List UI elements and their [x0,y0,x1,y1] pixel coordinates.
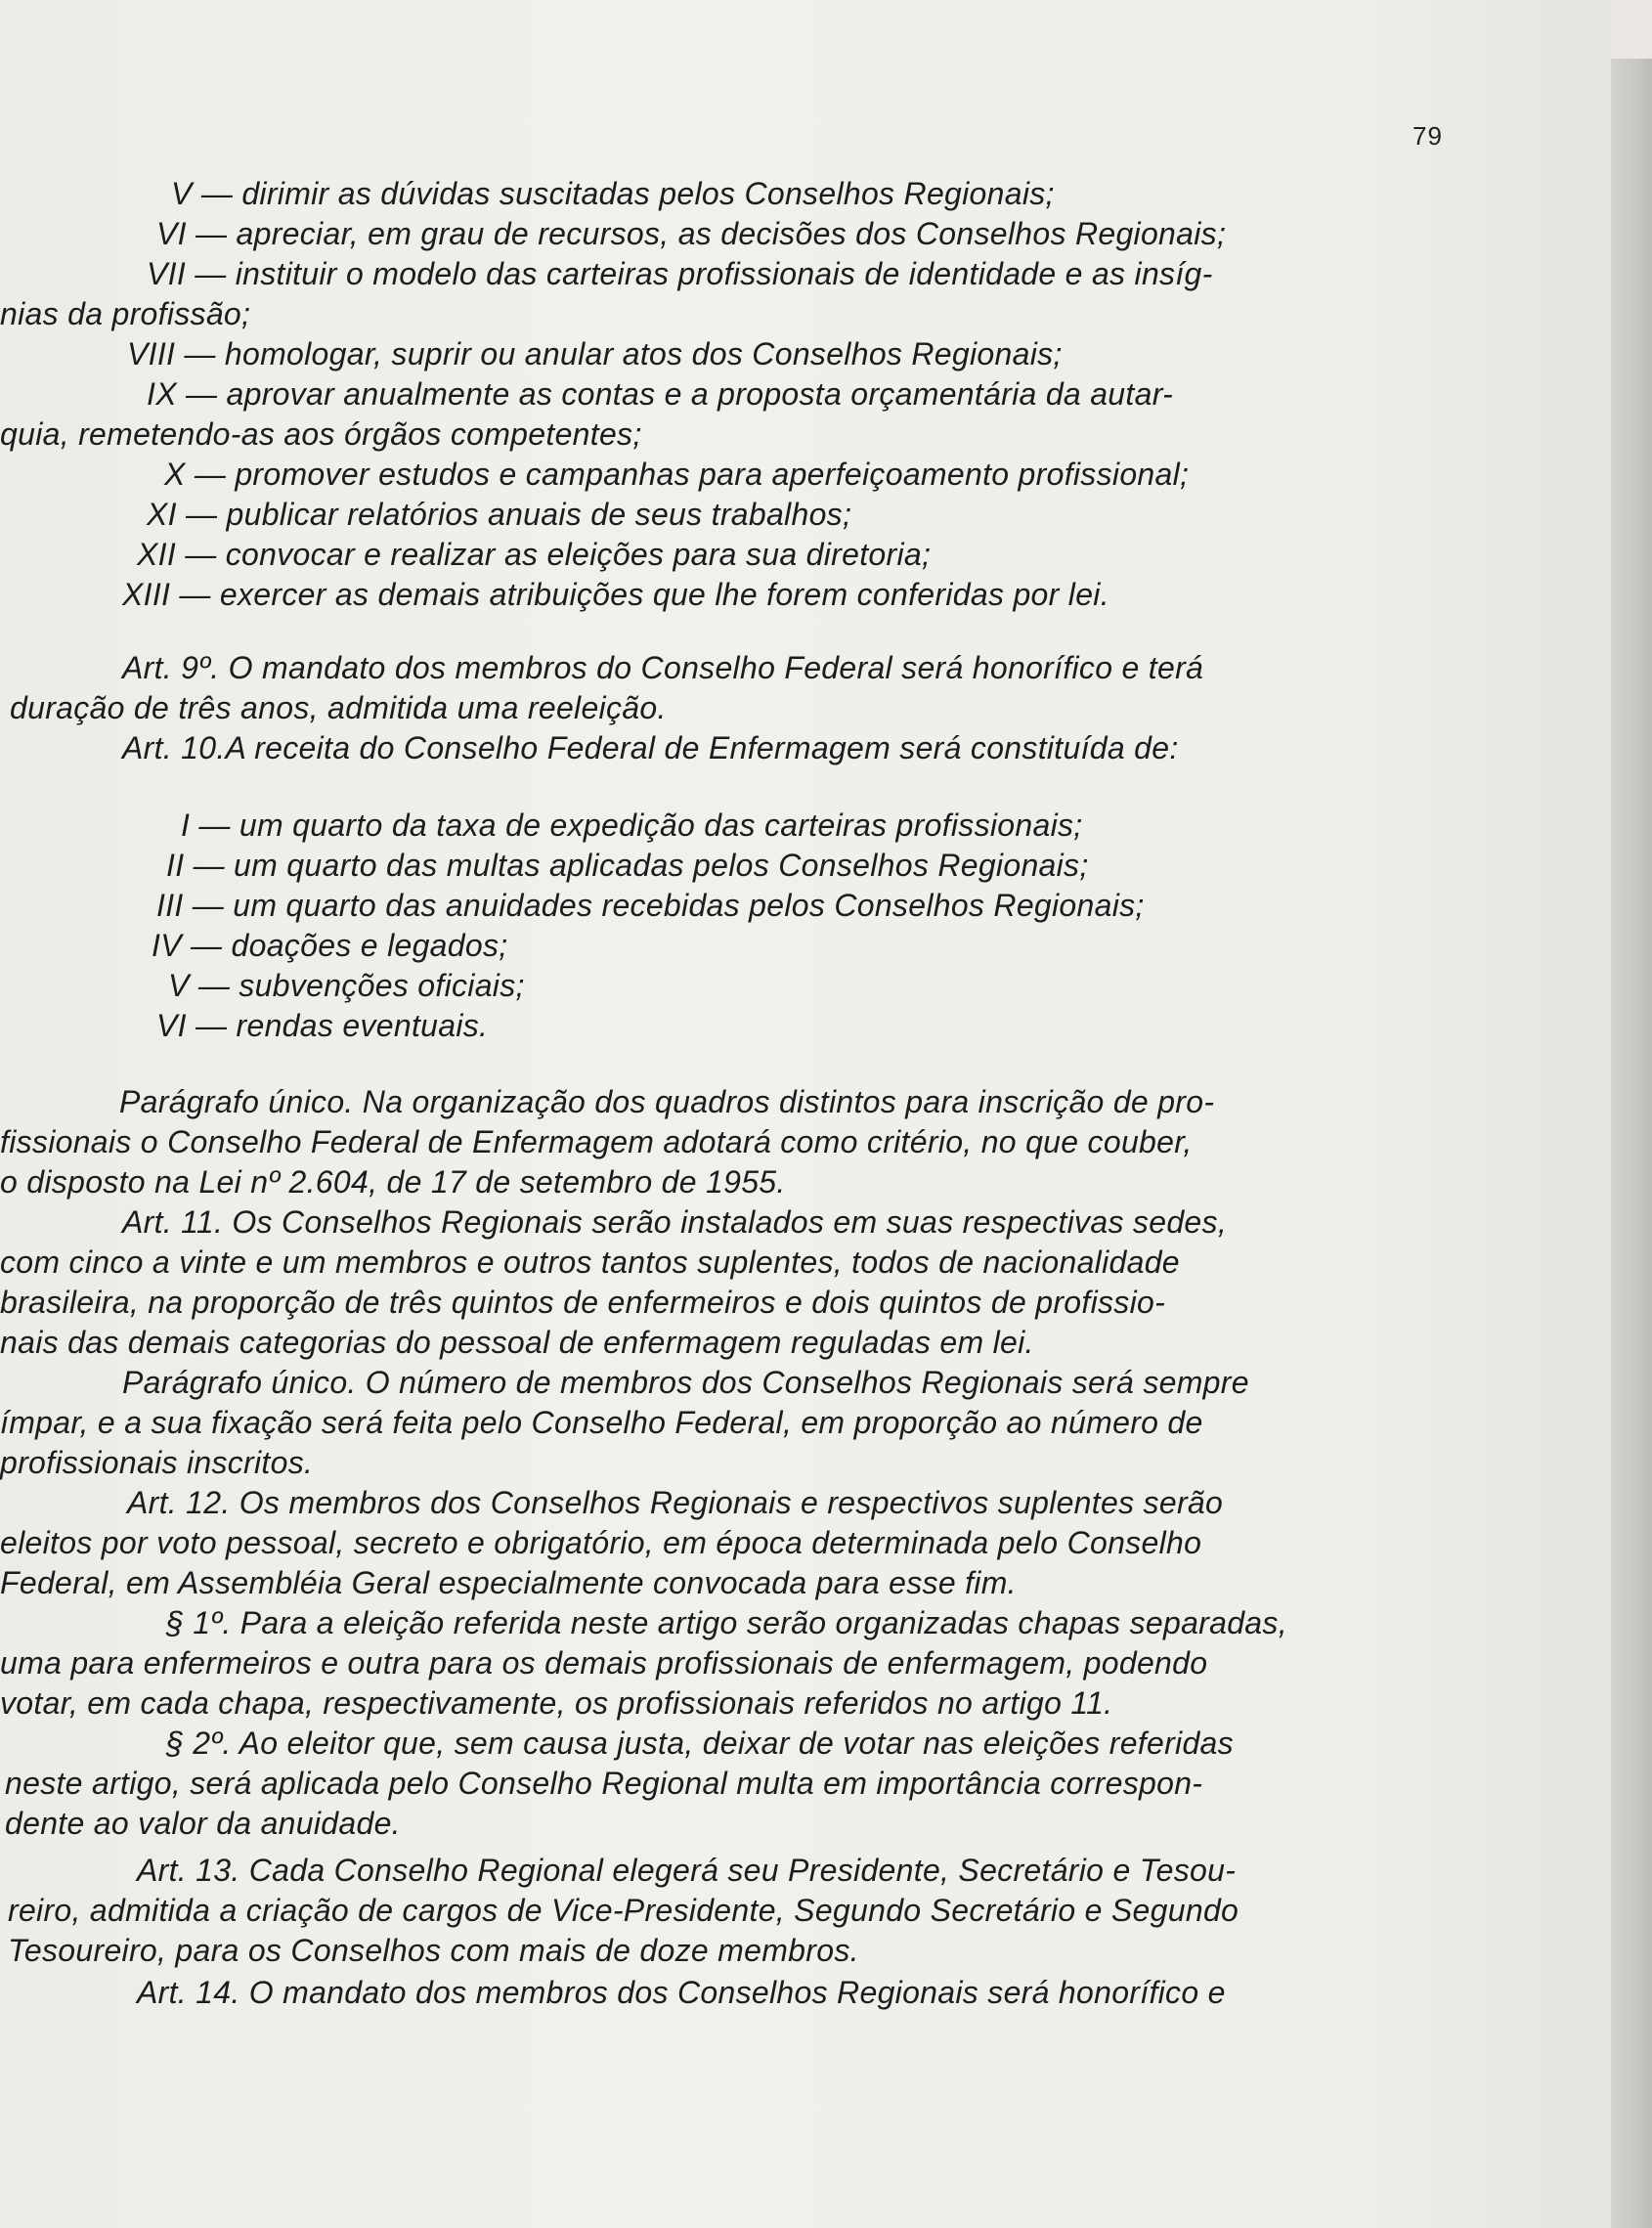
text-line: Art. 14. O mandato dos membros dos Conselhos Regionais será honorífico e [137,1975,1226,2010]
text-line: uma para enfermeiros e outra para os demais profissionais de enfermagem, podendo [0,1645,1208,1681]
text-line: Parágrafo único. Na organização dos quadros distintos para inscrição de pro- [119,1084,1215,1119]
text-line: Art. 9º. O mandato dos membros do Conselho Federal será honorífico e terá [122,650,1204,685]
text-line: ímpar, e a sua fixação será feita pelo Conselho Federal, em proporção ao número de [0,1405,1203,1440]
text-line: duração de três anos, admitida uma reeleição. [10,690,667,725]
text-line: § 2º. Ao eleitor que, sem causa justa, deixar de votar nas eleições referidas [166,1726,1234,1761]
text-line: nais das demais categorias do pessoal de enfermagem reguladas em lei. [0,1325,1034,1360]
page-number: 79 [1413,121,1443,151]
text-line: VI — rendas eventuais. [156,1008,489,1043]
text-line: quia, remetendo-as aos órgãos competentes; [0,416,642,452]
text-line: Art. 11. Os Conselhos Regionais serão instalados em suas respectivas sedes, [122,1204,1228,1240]
text-line: XI — publicar relatórios anuais de seus trabalhos; [147,497,852,532]
text-line: III — um quarto das anuidades recebidas pelos Conselhos Regionais; [156,888,1145,923]
text-line: Art. 10.A receita do Conselho Federal de Enfermagem será constituída de: [122,730,1179,765]
text-line: votar, em cada chapa, respectivamente, os profissionais referidos no artigo 11. [0,1685,1113,1721]
text-line: reiro, admitida a criação de cargos de Vice-Presidente, Segundo Secretário e Segundo [8,1893,1239,1928]
text-line: VI — apreciar, em grau de recursos, as decisões dos Conselhos Regionais; [156,216,1227,251]
text-line: com cinco a vinte e um membros e outros tantos suplentes, todos de nacionalidade [0,1245,1180,1280]
text-line: eleitos por voto pessoal, secreto e obrigatório, em época determinada pelo Conselho [0,1525,1202,1560]
text-line: IV — doações e legados; [152,928,508,963]
text-line: neste artigo, será aplicada pelo Conselho Regional multa em importância correspon- [5,1766,1203,1801]
text-line: I — um quarto da taxa de expedição das carteiras profissionais; [181,808,1083,843]
text-line: II — um quarto das multas aplicadas pelos Conselhos Regionais; [166,848,1089,883]
text-line: dente ao valor da anuidade. [5,1806,401,1841]
text-line: Parágrafo único. O número de membros dos Conselhos Regionais será sempre [122,1365,1249,1400]
text-line: Art. 12. Os membros dos Conselhos Regionais e respectivos suplentes serão [127,1485,1224,1520]
text-line: o disposto na Lei nº 2.604, de 17 de setembro de 1955. [0,1164,786,1200]
text-line: Tesoureiro, para os Conselhos com mais de doze membros. [8,1933,859,1968]
text-line: fissionais o Conselho Federal de Enfermagem adotará como critério, no que couber, [0,1124,1193,1159]
page-edge [1611,59,1652,2228]
text-line: XIII — exercer as demais atribuições que lhe forem conferidas por lei. [122,577,1109,612]
text-line: IX — aprovar anualmente as contas e a proposta orçamentária da autar- [147,376,1174,412]
text-line: Federal, em Assembléia Geral especialmente convocada para esse fim. [0,1565,1017,1600]
text-line: profissionais inscritos. [0,1445,314,1480]
text-line: VIII — homologar, suprir ou anular atos dos Conselhos Regionais; [127,336,1063,371]
text-line: XII — convocar e realizar as eleições para sua diretoria; [137,537,932,572]
text-line: VII — instituir o modelo das carteiras profissionais de identidade e as insíg- [147,256,1213,291]
text-line: X — promover estudos e campanhas para aperfeiçoamento profissional; [164,457,1190,492]
text-line: nias da profissão; [0,296,251,331]
text-line: V — subvenções oficiais; [168,968,525,1003]
text-line: V — dirimir as dúvidas suscitadas pelos Conselhos Regionais; [171,176,1055,211]
text-line: brasileira, na proporção de três quintos de enfermeiros e dois quintos de profissio- [0,1285,1166,1320]
text-line: § 1º. Para a eleição referida neste artigo serão organizadas chapas separadas, [166,1605,1287,1640]
text-line: Art. 13. Cada Conselho Regional elegerá seu Presidente, Secretário e Tesou- [137,1853,1237,1888]
